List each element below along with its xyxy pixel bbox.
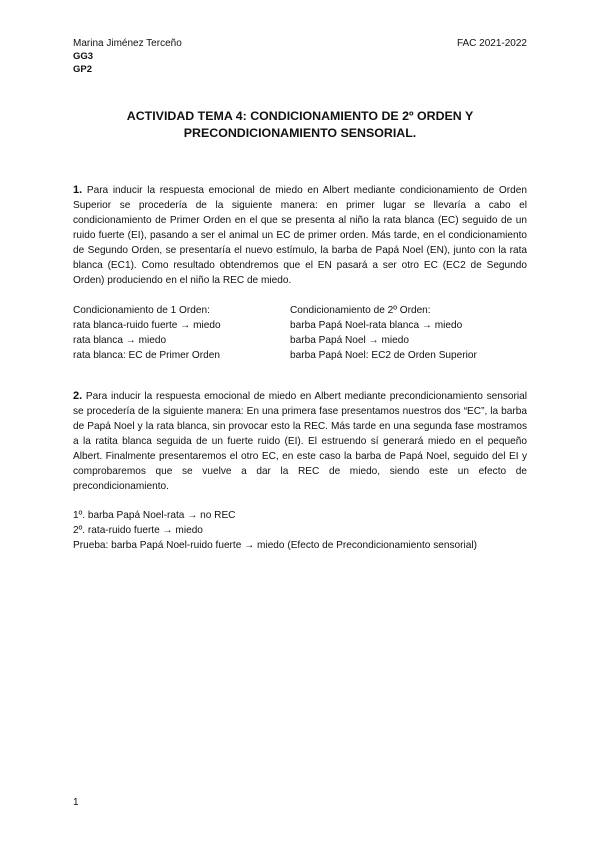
section-1-number: 1.	[73, 184, 83, 196]
second-order-line: barba Papá Noel-rata blanca → miedo	[290, 320, 463, 331]
author-name: Marina Jiménez Terceño	[73, 38, 182, 49]
step-line: 2º. rata-ruido fuerte → miedo	[73, 525, 203, 536]
first-order-column	[73, 303, 221, 363]
title-line-1: ACTIVIDAD TEMA 4: CONDICIONAMIENTO DE 2º ORDEN Y	[126, 109, 474, 123]
page-title	[73, 108, 527, 142]
section-2-number: 2.	[73, 390, 83, 402]
group-code-gg: GG3	[73, 51, 94, 62]
step-line: Prueba: barba Papá Noel-ruido fuerte → miedo (Efecto de Precondicionamiento sensorial)	[73, 540, 477, 551]
section-1-paragraph	[73, 183, 527, 288]
first-order-heading: Condicionamiento de 1 Orden:	[73, 305, 210, 316]
group-code-gp: GP2	[73, 64, 93, 75]
first-order-line: rata blanca-ruido fuerte → miedo	[73, 320, 221, 331]
section-1-text: Para inducir la respuesta emocional de miedo en Albert mediante condicionamiento de Orden Superior se procedería de la siguiente manera: en primer lugar se llevaría a cabo el condicionamiento de Primer Orden en el que se presenta al niño la rata blanca (EC) seguido de un ruido fuerte (EI), pasando a ser el animal un EC de primer orden. Más tarde, en el condicionamiento de Segundo Orden, se presentaría el nuevo estímulo, la barba de Papá Noel (EN), junto con la rata blanca (EC1). Como resultado obtendremos que el EN pasará a ser otro EC (EC2 de Segundo Orden) produciendo en el niño la REC de miedo.	[73, 185, 527, 286]
second-order-line: barba Papá Noel → miedo	[290, 335, 409, 346]
preconditioning-steps	[73, 508, 477, 553]
title-line-2: PRECONDICIONAMIENTO SENSORIAL.	[183, 126, 417, 140]
second-order-line: barba Papá Noel: EC2 de Orden Superior	[290, 350, 477, 361]
page-number: 1	[73, 797, 79, 808]
second-order-heading: Condicionamiento de 2º Orden:	[290, 305, 431, 316]
second-order-column	[290, 303, 477, 363]
first-order-line: rata blanca → miedo	[73, 335, 167, 346]
header-author-block	[73, 37, 182, 76]
step-line: 1º. barba Papá Noel-rata → no REC	[73, 510, 236, 521]
section-2-text: Para inducir la respuesta emocional de miedo en Albert mediante precondicionamiento sensorial se procedería de la siguiente manera: En una primera fase presentamos nuestros dos “EC”, la barba de Papá Noel y la rata blanca, sin provocar esto la REC. Más tarde en una segunda fase mostramos a la ratita blanca seguida de un fuerte ruido (EI). El estruendo sí generará miedo en el pequeño Albert. Finalmente presentaremos el otro EC, en este caso la barba de Papá Noel, seguido del EI y comprobaremos que se vuelve a dar la REC de miedo, siendo este un efecto de precondicionamiento.	[73, 391, 527, 492]
course-label: FAC 2021-2022	[456, 38, 527, 49]
section-2-paragraph	[73, 389, 527, 494]
first-order-line: rata blanca: EC de Primer Orden	[73, 350, 220, 361]
